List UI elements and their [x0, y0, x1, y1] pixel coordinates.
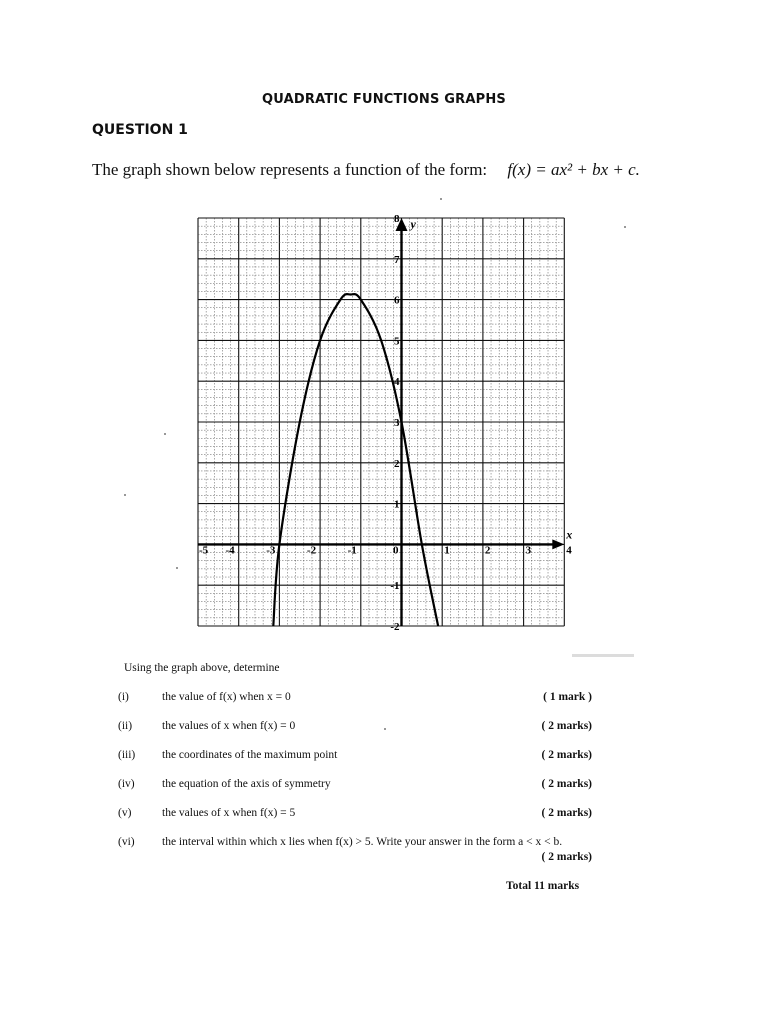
- question-marks: ( 2 marks): [541, 749, 592, 761]
- x-tick-label: 4: [566, 544, 572, 557]
- question-number: (iv): [118, 778, 135, 790]
- question-number: (iii): [118, 749, 136, 761]
- question-text: the equation of the axis of symmetry: [162, 778, 331, 790]
- scan-speck: [124, 494, 126, 496]
- question-number: (vi): [118, 836, 135, 848]
- question-text: the coordinates of the maximum point: [162, 749, 338, 761]
- scan-speck: [176, 567, 178, 569]
- x-tick-label: -2: [306, 544, 317, 557]
- question-text: the value of f(x) when x = 0: [162, 691, 291, 703]
- y-tick-label: 2: [394, 457, 400, 470]
- y-tick-label: 8: [394, 213, 400, 225]
- scan-mark: [572, 654, 634, 657]
- question-item: [112, 691, 592, 707]
- question-marks: ( 2 marks): [541, 807, 592, 819]
- x-tick-label: -5: [199, 544, 209, 557]
- y-tick-label: 6: [394, 294, 400, 307]
- y-axis-label: y: [410, 217, 416, 231]
- y-tick-label: -2: [390, 621, 400, 633]
- question-marks: ( 1 mark ): [543, 691, 592, 703]
- x-axis-arrow: [552, 539, 564, 549]
- quadratic-graph: [190, 206, 573, 646]
- question-item: [112, 749, 592, 765]
- scan-speck: [440, 198, 442, 200]
- question-number: (ii): [118, 720, 133, 732]
- y-tick-label: 1: [394, 498, 400, 511]
- x-tick-label: -4: [225, 544, 235, 557]
- x-tick-label: 2: [484, 544, 491, 557]
- scan-speck: [384, 728, 386, 730]
- x-tick-label: 1: [444, 544, 450, 557]
- question-text: the values of x when f(x) = 5: [162, 807, 296, 819]
- question-item: [112, 836, 592, 863]
- x-axis-label: x: [566, 527, 573, 542]
- question-label: QUESTION 1: [92, 122, 188, 138]
- scan-speck: [164, 433, 166, 435]
- question-item: [112, 720, 592, 736]
- x-tick-label: -1: [347, 544, 357, 557]
- question-text: the values of x when f(x) = 0: [162, 720, 296, 732]
- question-number: (i): [118, 691, 129, 703]
- x-tick-label: 0: [393, 544, 399, 557]
- intro-text: The graph shown below represents a function of the form:: [92, 160, 488, 179]
- page-heading: QUADRATIC FUNCTIONS GRAPHS: [262, 92, 506, 107]
- x-tick-label: -3: [266, 544, 276, 557]
- parabola-curve: [273, 294, 438, 626]
- total-marks: Total 11 marks: [506, 880, 580, 892]
- y-tick-label: 3: [394, 417, 400, 429]
- question-marks: ( 2 marks): [541, 851, 592, 863]
- question-text: the interval within which x lies when f(x) > 5. Write your answer in the form a < x < b.: [162, 836, 563, 848]
- y-tick-label: 7: [394, 253, 400, 266]
- question-marks: ( 2 marks): [541, 720, 592, 732]
- y-tick-label: 4: [394, 376, 400, 389]
- function-form: f(x) = ax² + bx + c.: [507, 160, 640, 179]
- question-lead: Using the graph above, determine: [124, 662, 280, 674]
- y-tick-label: -1: [390, 580, 400, 593]
- x-tick-label: 3: [525, 544, 532, 557]
- y-tick-label: 5: [394, 335, 400, 348]
- scan-speck: [624, 226, 626, 228]
- question-intro: [92, 160, 640, 180]
- question-number: (v): [118, 807, 132, 819]
- question-item: [112, 807, 592, 823]
- question-item: [112, 778, 592, 794]
- question-marks: ( 2 marks): [541, 778, 592, 790]
